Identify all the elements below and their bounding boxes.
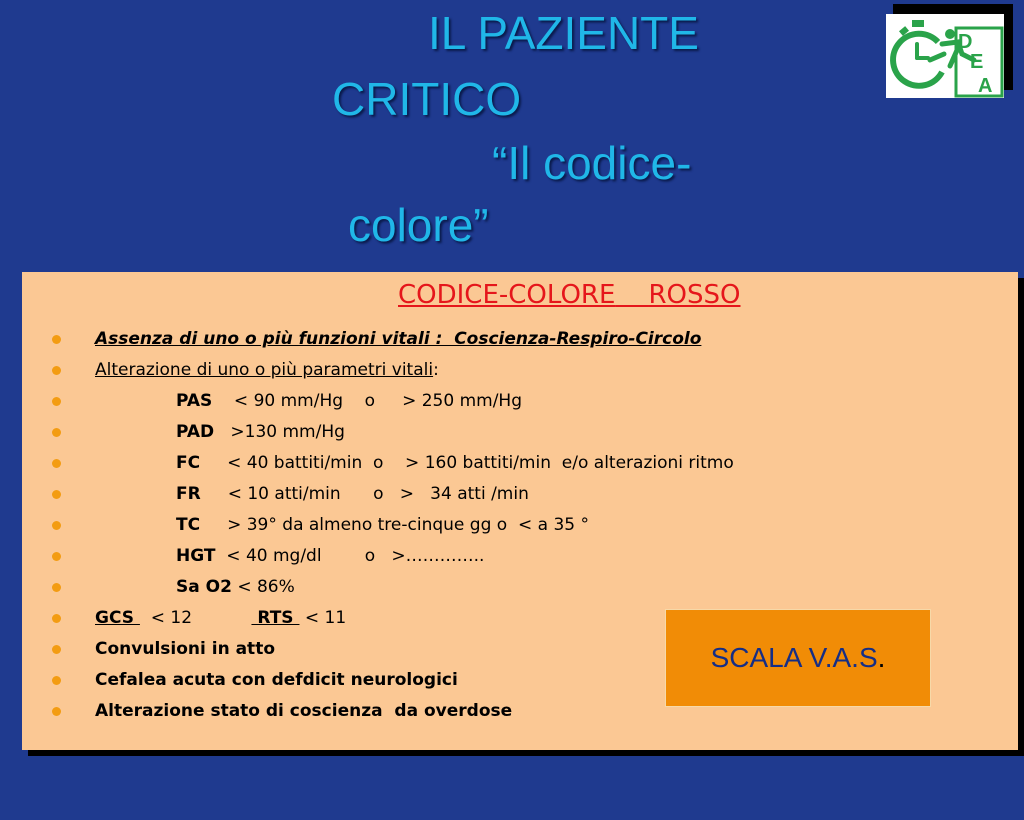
slide-title bbox=[0, 0, 1024, 260]
bullet-icon bbox=[52, 645, 61, 654]
bullet-icon bbox=[52, 397, 61, 406]
param-label: TC bbox=[176, 515, 201, 535]
heading-color-name: ROSSO bbox=[648, 280, 741, 310]
item-suffix: : bbox=[433, 360, 439, 380]
param-label: FC bbox=[176, 453, 201, 473]
dea-emergency-logo-icon bbox=[886, 14, 1004, 98]
panel-heading bbox=[398, 280, 741, 310]
list-item bbox=[22, 510, 1018, 541]
param-value: > 39° da almeno tre-cinque gg o < a 35 ° bbox=[200, 515, 589, 535]
bullet-icon bbox=[52, 583, 61, 592]
param-label: FR bbox=[176, 484, 201, 504]
rts-label: RTS bbox=[251, 608, 300, 628]
item-text: Alterazione stato di coscienza da overdose bbox=[95, 701, 513, 721]
svg-text:E: E bbox=[970, 51, 984, 73]
param-value: < 90 mm/Hg o > 250 mm/Hg bbox=[212, 391, 522, 411]
param-label: HGT bbox=[176, 546, 216, 566]
bullet-icon bbox=[52, 459, 61, 468]
item-text-wrap bbox=[95, 603, 346, 634]
dea-logo bbox=[886, 14, 1004, 98]
vas-scale-button[interactable] bbox=[665, 609, 931, 707]
bullet-icon bbox=[52, 428, 61, 437]
heading-code-label: CODICE-COLORE bbox=[398, 280, 616, 310]
list-item bbox=[22, 572, 1018, 603]
param-value: < 10 atti/min o > 34 atti /min bbox=[200, 484, 529, 504]
list-item bbox=[22, 355, 1018, 386]
item-text-wrap bbox=[176, 386, 522, 417]
list-item bbox=[22, 479, 1018, 510]
item-text-wrap bbox=[176, 479, 529, 510]
item-text-wrap bbox=[176, 572, 295, 603]
param-label: PAS bbox=[176, 391, 213, 411]
vas-dot: . bbox=[877, 642, 886, 673]
param-value: >130 mm/Hg bbox=[214, 422, 345, 442]
rts-value: < 11 bbox=[299, 608, 347, 628]
bullet-icon bbox=[52, 490, 61, 499]
item-text-wrap bbox=[95, 355, 439, 386]
item-text: Convulsioni in atto bbox=[95, 639, 275, 659]
gcs-value: < 12 bbox=[139, 608, 252, 628]
title-line-3: “Il codice- bbox=[492, 137, 692, 189]
title-line-4: colore” bbox=[348, 199, 489, 251]
bullet-icon bbox=[52, 521, 61, 530]
item-text: Assenza di uno o più funzioni vitali : Coscienza-Respiro-Circolo bbox=[95, 329, 702, 349]
item-text: Cefalea acuta con defdicit neurologici bbox=[95, 670, 458, 690]
title-line-2: CRITICO bbox=[332, 73, 522, 125]
title-line-1: IL PAZIENTE bbox=[428, 7, 699, 59]
param-value: < 86% bbox=[231, 577, 295, 597]
param-label: Sa O2 bbox=[176, 577, 232, 597]
item-text-wrap bbox=[176, 510, 589, 541]
list-item bbox=[22, 417, 1018, 448]
list-item bbox=[22, 386, 1018, 417]
param-value: < 40 mg/dl o >………….. bbox=[215, 546, 485, 566]
param-value: < 40 battiti/min o > 160 battiti/min e/o alterazioni ritmo bbox=[200, 453, 734, 473]
bullet-icon bbox=[52, 614, 61, 623]
bullet-icon bbox=[52, 335, 61, 344]
svg-text:D: D bbox=[958, 31, 973, 53]
list-item bbox=[22, 541, 1018, 572]
svg-text:A: A bbox=[978, 75, 993, 97]
list-item bbox=[22, 324, 1018, 355]
bullet-icon bbox=[52, 676, 61, 685]
bullet-icon bbox=[52, 552, 61, 561]
list-item bbox=[22, 448, 1018, 479]
item-text-wrap bbox=[176, 417, 345, 448]
param-label: PAD bbox=[176, 422, 215, 442]
bullet-icon bbox=[52, 707, 61, 716]
item-text: Alterazione di uno o più parametri vitali bbox=[95, 360, 434, 380]
gcs-label: GCS bbox=[95, 608, 140, 628]
vas-label: SCALA V.A.S bbox=[710, 642, 878, 673]
item-text-wrap bbox=[176, 541, 484, 572]
bullet-icon bbox=[52, 366, 61, 375]
item-text-wrap bbox=[176, 448, 734, 479]
